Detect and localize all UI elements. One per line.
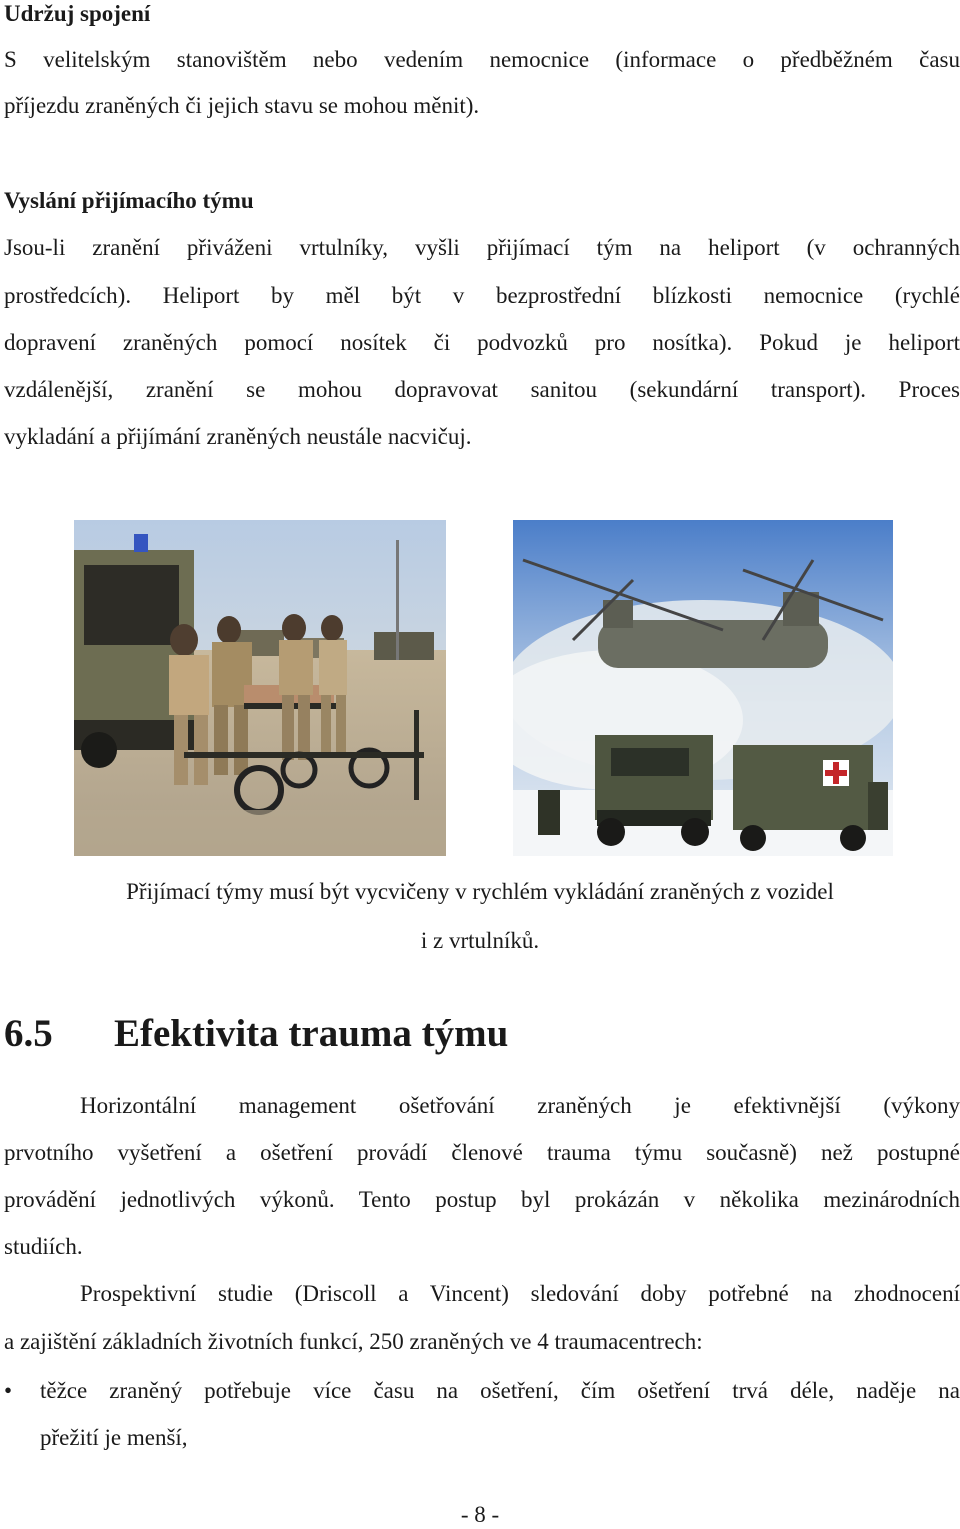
bullet-line: těžce zraněný potřebuje více času na ošetření, čím ošetření trvá déle, naděje na xyxy=(40,1378,960,1403)
section-number: 6.5 xyxy=(4,1012,53,1055)
paragraph-line: prvotního vyšetření a ošetření provádí členové trauma týmu současně) než postupné xyxy=(4,1140,960,1165)
paragraph-line: vzdálenější, zranění se mohou dopravovat sanitou (sekundární transport). Proces xyxy=(4,377,960,402)
section-title xyxy=(4,1012,508,1056)
figure-caption-line: Přijímací týmy musí být vycvičeny v rychlém vykládání zraněných z vozidel xyxy=(126,879,834,904)
heading-udrzuj-spojeni: Udržuj spojení xyxy=(4,1,151,26)
bullet-line: přežití je menší, xyxy=(40,1425,188,1450)
paragraph-line: vykladání a přijímání zraněných neustále nacvičuj. xyxy=(4,424,472,449)
page-number: - 8 - xyxy=(460,1502,500,1527)
paragraph-line: a zajištění základních životních funkcí, 250 zraněných ve 4 traumacentrech: xyxy=(4,1329,703,1354)
paragraph-line: studiích. xyxy=(4,1234,83,1259)
section-title-text: Efektivita trauma týmu xyxy=(114,1012,509,1055)
paragraph-line: provádění jednotlivých výkonů. Tento postup byl prokázán v několika mezinárodních xyxy=(4,1187,960,1212)
heading-vyslani-prijimaciho-tymu: Vyslání přijímacího týmu xyxy=(4,188,254,213)
paragraph-line: Prospektivní studie (Driscoll a Vincent) sledování doby potřebné na zhodnocení xyxy=(80,1281,960,1306)
photo-helicopter-snow xyxy=(513,520,893,856)
paragraph-line: příjezdu zraněných či jejich stavu se mohou měnit). xyxy=(4,93,480,118)
paragraph-line: dopravení zraněných pomocí nosítek či podvozků pro nosítka). Pokud je heliport xyxy=(4,330,960,355)
photo-ambulance-unloading xyxy=(74,520,446,856)
paragraph-line: prostředcích). Heliport by měl být v bezprostřední blízkosti nemocnice (rychlé xyxy=(4,283,960,308)
paragraph-line: S velitelským stanovištěm nebo vedením nemocnice (informace o předběžném času xyxy=(4,47,960,72)
figure-caption-line: i z vrtulníků. xyxy=(420,928,540,953)
bullet-symbol: • xyxy=(4,1378,13,1403)
paragraph-line: Jsou-li zranění přiváženi vrtulníky, vyšli přijímací tým na heliport (v ochranných xyxy=(4,235,960,260)
paragraph-line: Horizontální management ošetřování zraněných je efektivnější (výkony xyxy=(80,1093,960,1118)
